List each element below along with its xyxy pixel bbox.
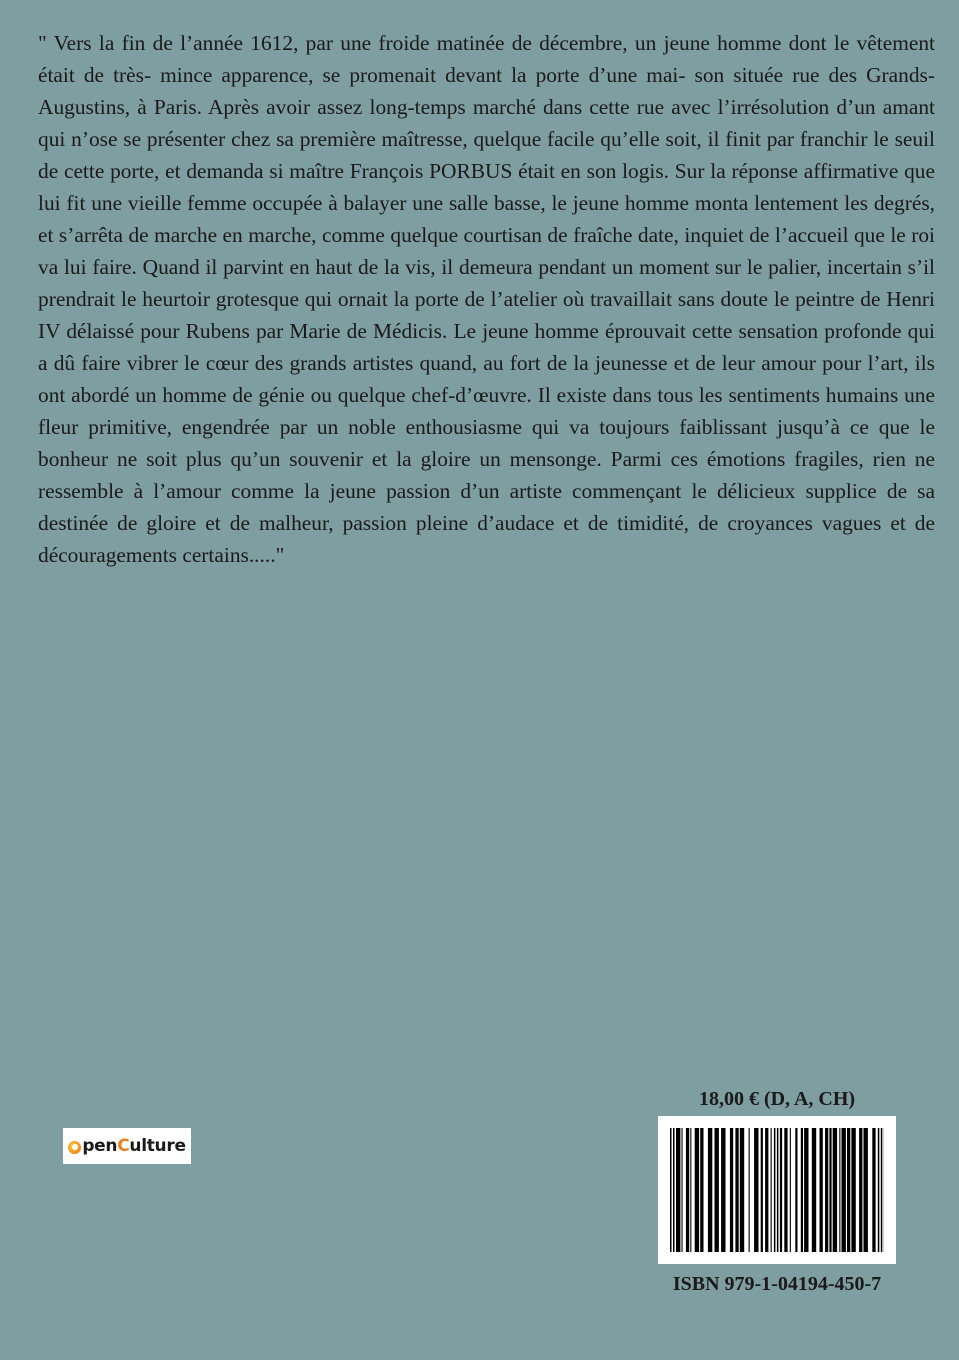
barcode-icon: [670, 1128, 884, 1252]
barcode-bar: [780, 1128, 782, 1252]
publisher-logo: [63, 1128, 191, 1164]
barcode-bar: [686, 1128, 689, 1252]
barcode-bar: [804, 1128, 808, 1252]
price-label: 18,00 € (D, A, CH): [698, 1088, 856, 1110]
barcode-bar: [801, 1128, 803, 1252]
back-cover-blurb: " Vers la fin de l’année 1612, par une froide matinée de décembre, un jeune homme dont le vêtement était de très- mince apparence, se promenait devant la porte d’une mai- son située rue des Grands-Augustins, à Paris. Après avoir assez long-temps marché dans cette rue avec l’irrésolution d’un amant qui n’ose se présenter chez sa première maîtresse, quelque facile qu’elle soit, il finit par franchir le seuil de cette porte, et demanda si maître François PORBUS était en son logis. Sur la réponse affirmative que lui fit une vieille femme occupée à balayer une salle basse, le jeune homme monta lentement les degrés, et s’arrêta de marche en marche, comme quelque courtisan de fraîche date, inquiet de l’accueil que le roi va lui faire. Quand il parvint en haut de la vis, il demeura pendant un moment sur le palier, incertain s’il prendrait le heurtoir grotesque qui ornait la porte de l’atelier où travaillait sans doute le peintre de Henri IV délaissé pour Rubens par Marie de Médicis. Le jeune homme éprouvait cette sensation profonde qui a dû faire vibrer le cœur des grands artistes quand, au fort de la jeunesse et de leur amour pour l’art, ils ont abordé un homme de génie ou quelque chef-d’œuvre. Il existe dans tous les sentiments humains une fleur primitive, engendrée par un noble enthousiasme qui va toujours faiblissant jusqu’à ce que le bonheur ne soit plus qu’un souvenir et la gloire un mensonge. Parmi ces émotions fragiles, rien ne ressemble à l’amour comme la jeune passion d’un artiste commençant le délicieux supplice de sa destinée de gloire et de malheur, passion pleine d’audace et de timidité, de croyances vagues et de découragements certains.....": [38, 31, 935, 567]
barcode-bar: [771, 1128, 772, 1252]
barcode-bar: [730, 1128, 733, 1252]
barcode-bar: [842, 1128, 846, 1252]
barcode-bar: [784, 1128, 787, 1252]
barcode-bar: [820, 1128, 823, 1252]
barcode-bar: [682, 1128, 683, 1252]
barcode-bar: [721, 1128, 725, 1252]
barcode-bar: [765, 1128, 768, 1252]
barcode-bar: [690, 1128, 691, 1252]
logo-text: penCulture: [82, 1136, 186, 1156]
barcode-bar: [847, 1128, 850, 1252]
barcode-bar: [774, 1128, 776, 1252]
barcode: [658, 1116, 896, 1264]
barcode-bar: [673, 1128, 675, 1252]
barcode-bar: [708, 1128, 712, 1252]
barcode-bar: [872, 1128, 875, 1252]
barcode-bar: [795, 1128, 797, 1252]
barcode-bar: [878, 1128, 880, 1252]
barcode-bar: [670, 1128, 672, 1252]
barcode-bar: [749, 1128, 750, 1252]
barcode-bar: [715, 1128, 719, 1252]
barcode-bar: [829, 1128, 831, 1252]
barcode-bar: [740, 1128, 744, 1252]
isbn-label: ISBN 979-1-04194-450-7: [672, 1273, 882, 1295]
barcode-bar: [777, 1128, 779, 1252]
barcode-bar: [676, 1128, 680, 1252]
barcode-bar: [790, 1128, 791, 1252]
barcode-bar: [825, 1128, 828, 1252]
logo-o-icon: [68, 1141, 81, 1154]
barcode-bar: [812, 1128, 816, 1252]
barcode-bar: [735, 1128, 738, 1252]
barcode-bar: [761, 1128, 763, 1252]
barcode-bar: [695, 1128, 699, 1252]
barcode-bar: [859, 1128, 862, 1252]
barcode-bar: [833, 1128, 837, 1252]
barcode-bar: [700, 1128, 703, 1252]
barcode-bar: [839, 1128, 840, 1252]
barcode-bar: [864, 1128, 868, 1252]
barcode-bar: [754, 1128, 758, 1252]
barcode-bar: [881, 1128, 883, 1252]
barcode-bar: [851, 1128, 855, 1252]
